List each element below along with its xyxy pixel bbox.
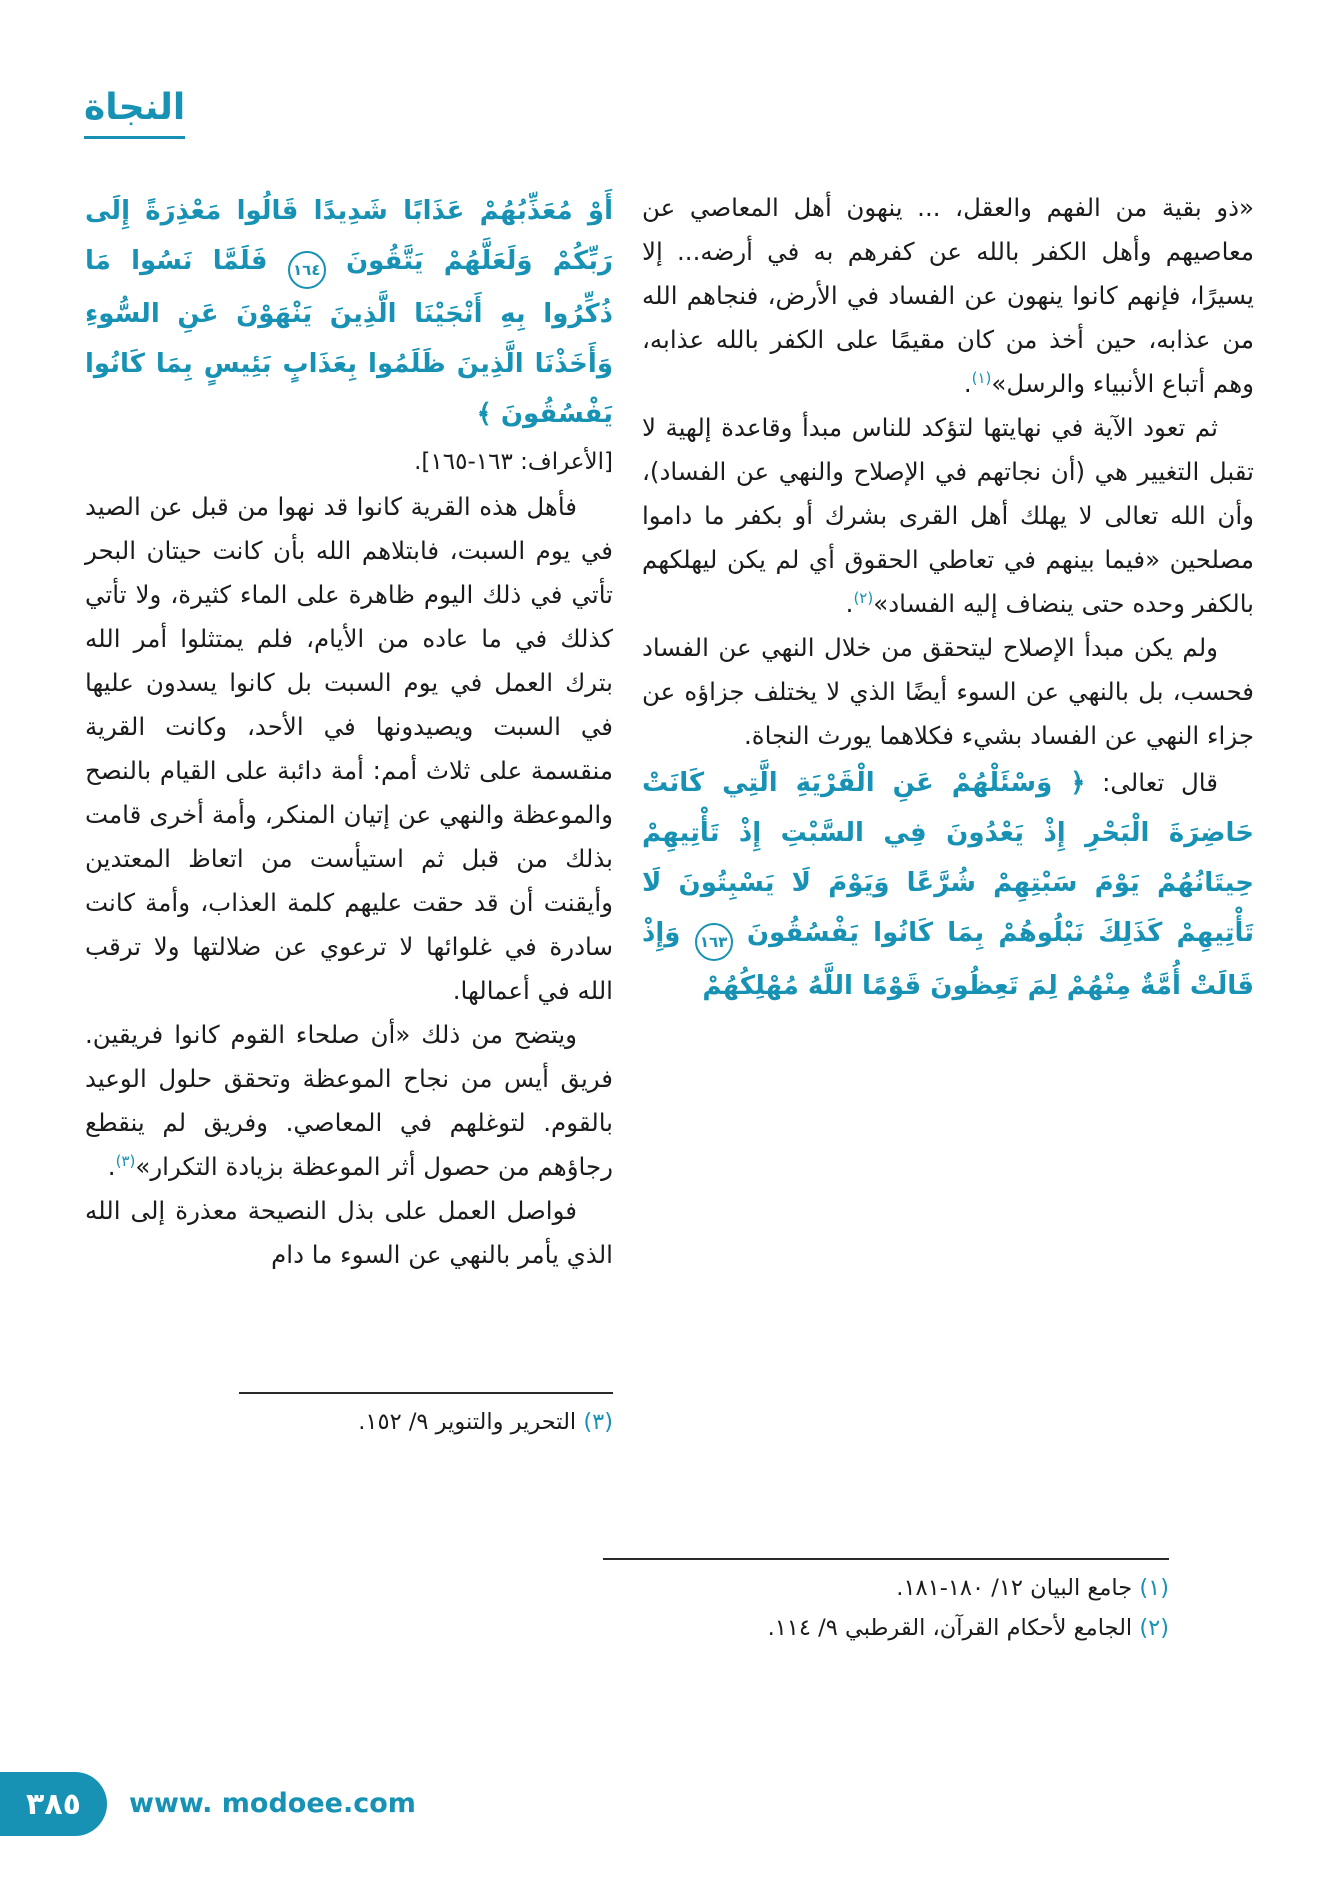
quran-verse-text [642, 768, 1254, 1001]
paragraph-text: ولم يكن مبدأ الإصلاح ليتحقق من خلال النهي عن الفساد فحسب، بل بالنهي عن السوء أيضًا الذي لا يختلف جزاؤه عن جزاء النهي عن الفساد بشيء فكلاهما يورث النجاة. [642, 633, 1254, 750]
page-number: ٣٨٥ [26, 1786, 81, 1822]
ayah-number-badge: ١٦٤ [288, 251, 326, 289]
paragraph [642, 406, 1254, 626]
quran-verse-segment: وَسْئَلْهُمْ عَنِ الْقَرْيَةِ الَّتِي كَانَتْ حَاضِرَةَ الْبَحْرِ إِذْ يَعْدُونَ فِي السَّبْتِ إِذْ تَأْتِيهِمْ حِيتَانُهُمْ يَوْمَ سَبْتِهِمْ شُرَّعًا وَيَوْمَ لَا يَسْبِتُونَ لَا تَأْتِيهِمْ كَذَلِكَ نَبْلُوهُمْ بِمَا كَانُوا يَفْسُقُونَ [642, 768, 1255, 948]
paragraph-text: «ذو بقية من الفهم والعقل، ... ينهون أهل المعاصي عن معاصيهم وأهل الكفر بالله عن كفرهم به في أرضه... إلا يسيرًا، فإنهم كانوا ينهون عن الفساد في الأرض، فنجاهم الله من عذابه، حين أخذ من كان مقيمًا على الكفر بالله عذابه، وهم أتباع الأنبياء والرسل» [642, 193, 1254, 398]
footnote-text: الجامع لأحكام القرآن، القرطبي ٩/ ١١٤. [767, 1615, 1133, 1641]
paragraph-tail: . [845, 589, 854, 618]
footnote-separator [603, 1558, 1169, 1560]
footnotes-right [557, 1558, 1169, 1648]
paragraph-text: فواصل العمل على بذل النصيحة معذرة إلى الله الذي يأمر بالنهي عن السوء ما دام [85, 1196, 613, 1269]
paragraph [85, 485, 613, 1013]
footnote-ref: (٢) [853, 589, 874, 607]
quran-reference: [الأعراف: ١٦٣-١٦٥]. [414, 449, 613, 475]
quran-verse-text [85, 196, 613, 429]
footnote-item [85, 1402, 613, 1442]
footnotes-left [85, 1392, 613, 1442]
paragraph-text: فأهل هذه القرية كانوا قد نهوا من قبل عن الصيد في يوم السبت، فابتلاهم الله بأن كانت حيتان البحر تأتي في ذلك اليوم ظاهرة على الماء كثيرة، ولا تأتي كذلك في ما عاده من الأيام، فلم يمتثلوا أمر الله بترك العمل في يوم السبت بل كانوا يسدون عليها في السبت ويصيدونها في الأحد، وكانت القرية منقسمة على ثلاث أمم: أمة دائبة على القيام بالنصح والموعظة والنهي عن إتيان المنكر، وأمة أخرى قامت بذلك من قبل ثم استيأست من اتعاظ المعتدين وأيقنت أن قد حقت عليهم كلمة العذاب، وأمة كانت سادرة في غلوائها لا ترعوي عن ضلالتها ولا ترقب الله في أعمالها. [85, 492, 613, 1005]
footnote-text: التحرير والتنوير ٩/ ١٥٢. [358, 1409, 577, 1435]
footnote-item [557, 1608, 1169, 1648]
quran-paragraph [642, 758, 1254, 1011]
ornate-close-bracket-icon: ﴾ [476, 399, 492, 429]
footnote-marker: (٢) [1139, 1615, 1169, 1641]
paragraph [85, 1013, 613, 1189]
paragraph-tail: . [107, 1152, 116, 1181]
quran-intro: قال تعالى: [1102, 768, 1218, 797]
paragraph [642, 186, 1254, 406]
quran-verse-segment: فَلَمَّا نَسُوا مَا ذُكِّرُوا بِهِ أَنْجَيْنَا الَّذِينَ يَنْهَوْنَ عَنِ السُّوءِ وَأَخَذْنَا الَّذِينَ ظَلَمُوا بِعَذَابٍ بَئِيسٍ بِمَا كَانُوا يَفْسُقُونَ [85, 246, 613, 429]
website-link[interactable]: www. modoee.com [129, 1788, 416, 1819]
paragraph [642, 626, 1254, 758]
left-column [85, 186, 613, 1277]
quran-verse-segment: وَإِذْ قَالَتْ أُمَّةٌ مِنْهُمْ لِمَ تَعِظُونَ قَوْمًا اللَّهُ مُهْلِكُهُمْ [642, 918, 1254, 1001]
footnote-separator [239, 1392, 613, 1394]
footnote-marker: (١) [1139, 1575, 1169, 1601]
ayah-number-badge: ١٦٣ [695, 923, 733, 961]
footnote-text: جامع البيان ١٢/ ١٨٠-١٨١. [896, 1575, 1133, 1601]
ornate-open-bracket-icon: ﴿ [1070, 768, 1086, 798]
page-number-badge [0, 1772, 107, 1836]
footnote-marker: (٣) [583, 1409, 613, 1435]
footnote-item [557, 1568, 1169, 1608]
paragraph [85, 1189, 613, 1277]
quran-verse-segment: أَوْ مُعَذِّبُهُمْ عَذَابًا شَدِيدًا قَالُوا مَعْذِرَةً إِلَى رَبِّكُمْ وَلَعَلَّهُمْ يَتَّقُونَ [85, 196, 613, 276]
paragraph-text: ثم تعود الآية في نهايتها لتؤكد للناس مبدأ وقاعدة إلهية لا تقبل التغيير هي (أن نجاتهم في الإصلاح والنهي عن الفساد)، وأن الله تعالى لا يهلك أهل القرى بشرك أو بكفر ما داموا مصلحين «فيما بينهم في تعاطي الحقوق أي لم يكن ليهلكهم بالكفر وحده حتى ينضاف إليه الفساد» [642, 413, 1254, 618]
right-column [642, 186, 1255, 1641]
book-logo: النجاة [84, 88, 185, 139]
quran-paragraph [85, 186, 613, 439]
paragraph-text: ويتضح من ذلك «أن صلحاء القوم كانوا فريقين. فريق أيس من نجاح الموعظة وتحقق حلول الوعيد بالقوم. لتوغلهم في المعاصي. وفريق لم ينقطع رجاؤهم من حصول أثر الموعظة بزيادة التكرار» [85, 1020, 613, 1181]
footnote-ref: (١) [971, 369, 992, 387]
footnote-ref: (٣) [115, 1152, 136, 1170]
paragraph-tail: . [963, 369, 972, 398]
